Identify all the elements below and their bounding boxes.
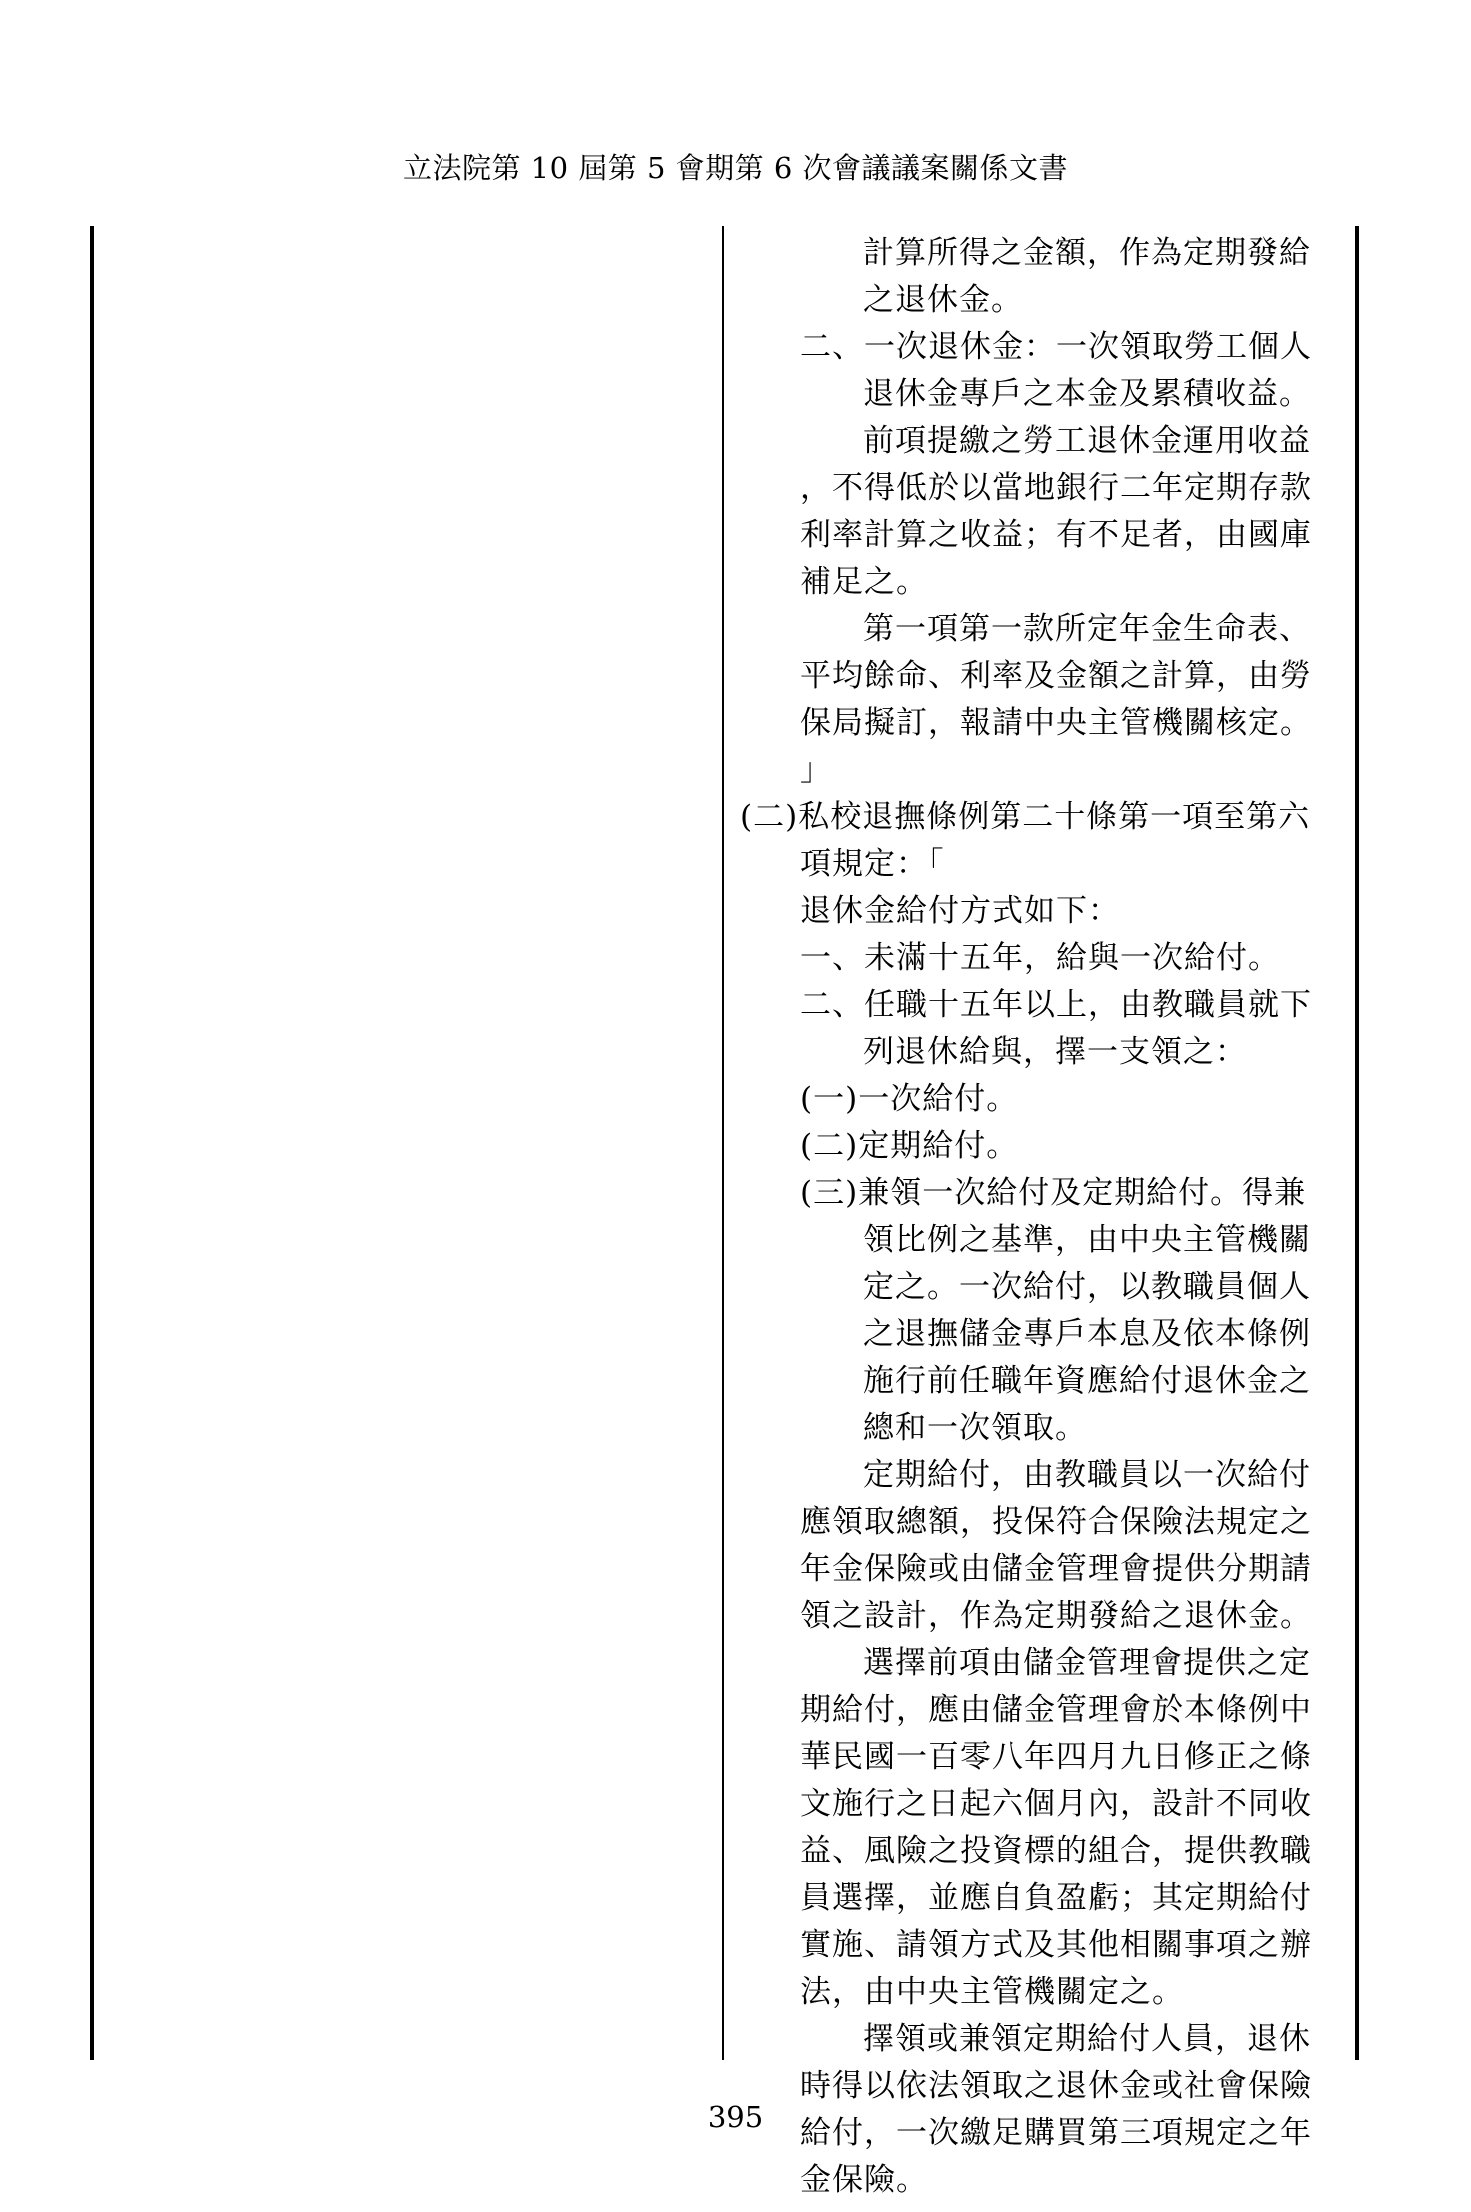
text-line: 前項提繳之勞工退休金運用收益	[863, 423, 1311, 459]
text-line: 文施行之日起六個月內，設計不同收	[800, 1786, 1312, 1822]
text-line: 法，由中央主管機關定之。	[800, 1974, 1184, 2010]
text-line: 年金保險或由儲金管理會提供分期請	[800, 1551, 1312, 1587]
text-line: 領比例之基準，由中央主管機關	[863, 1222, 1311, 1258]
text-line: 退休金專戶之本金及累積收益。	[863, 376, 1311, 412]
text-line: 」	[800, 752, 832, 788]
text-line: (三)兼領一次給付及定期給付。得兼	[800, 1175, 1307, 1211]
text-line: 二、一次退休金：一次領取勞工個人	[800, 329, 1312, 365]
text-line: 之退休金。	[863, 282, 1023, 318]
text-line: 金保險。	[800, 2162, 928, 2198]
text-line: 期給付，應由儲金管理會於本條例中	[800, 1692, 1312, 1728]
text-line: 選擇前項由儲金管理會提供之定	[863, 1645, 1311, 1681]
text-line: 員選擇，並應自負盈虧；其定期給付	[800, 1880, 1312, 1916]
text-line: 益、風險之投資標的組合，提供教職	[800, 1833, 1312, 1869]
left-border-rule	[90, 226, 94, 2060]
text-line: ，不得低於以當地銀行二年定期存款	[800, 470, 1312, 506]
text-line: 時得以依法領取之退休金或社會保險	[800, 2068, 1312, 2104]
text-line: (二)私校退撫條例第二十條第一項至第六	[740, 799, 1311, 835]
middle-column-divider	[722, 226, 724, 2060]
text-line: 給付，一次繳足購買第三項規定之年	[800, 2115, 1312, 2151]
text-line: 項規定：「	[800, 846, 945, 882]
text-line: 應領取總額，投保符合保險法規定之	[800, 1504, 1312, 1540]
text-line: 定之。一次給付，以教職員個人	[863, 1269, 1311, 1305]
text-line: 保局擬訂，報請中央主管機關核定。	[800, 705, 1312, 741]
text-line: (一)一次給付。	[800, 1081, 1019, 1117]
text-line: 擇領或兼領定期給付人員，退休	[863, 2021, 1311, 2057]
text-line: 計算所得之金額，作為定期發給	[863, 235, 1311, 271]
text-line: 施行前任職年資應給付退休金之	[863, 1363, 1311, 1399]
text-line: 二、任職十五年以上，由教職員就下	[800, 987, 1312, 1023]
text-line: 定期給付，由教職員以一次給付	[863, 1457, 1311, 1493]
text-line: 列退休給與，擇一支領之：	[863, 1034, 1247, 1070]
text-line: 總和一次領取。	[863, 1410, 1087, 1446]
text-line: 平均餘命、利率及金額之計算，由勞	[800, 658, 1312, 694]
text-line: 一、未滿十五年，給與一次給付。	[800, 940, 1280, 976]
document-header: 立法院第 10 屆第 5 會期第 6 次會議議案關係文書	[402, 151, 1069, 185]
text-line: 實施、請領方式及其他相關事項之辦	[800, 1927, 1312, 1963]
text-line: 第一項第一款所定年金生命表、	[863, 611, 1311, 647]
text-line: 退休金給付方式如下：	[800, 893, 1120, 929]
text-line: 之退撫儲金專戶本息及依本條例	[863, 1316, 1311, 1352]
text-line: 領之設計，作為定期發給之退休金。	[800, 1598, 1312, 1634]
text-line: 補足之。	[800, 564, 928, 600]
text-line: 利率計算之收益；有不足者，由國庫	[800, 517, 1312, 553]
right-border-rule	[1355, 226, 1359, 2060]
text-line: (二)定期給付。	[800, 1128, 1019, 1164]
text-line: 華民國一百零八年四月九日修正之條	[800, 1739, 1312, 1775]
page-number: 395	[707, 2100, 764, 2134]
